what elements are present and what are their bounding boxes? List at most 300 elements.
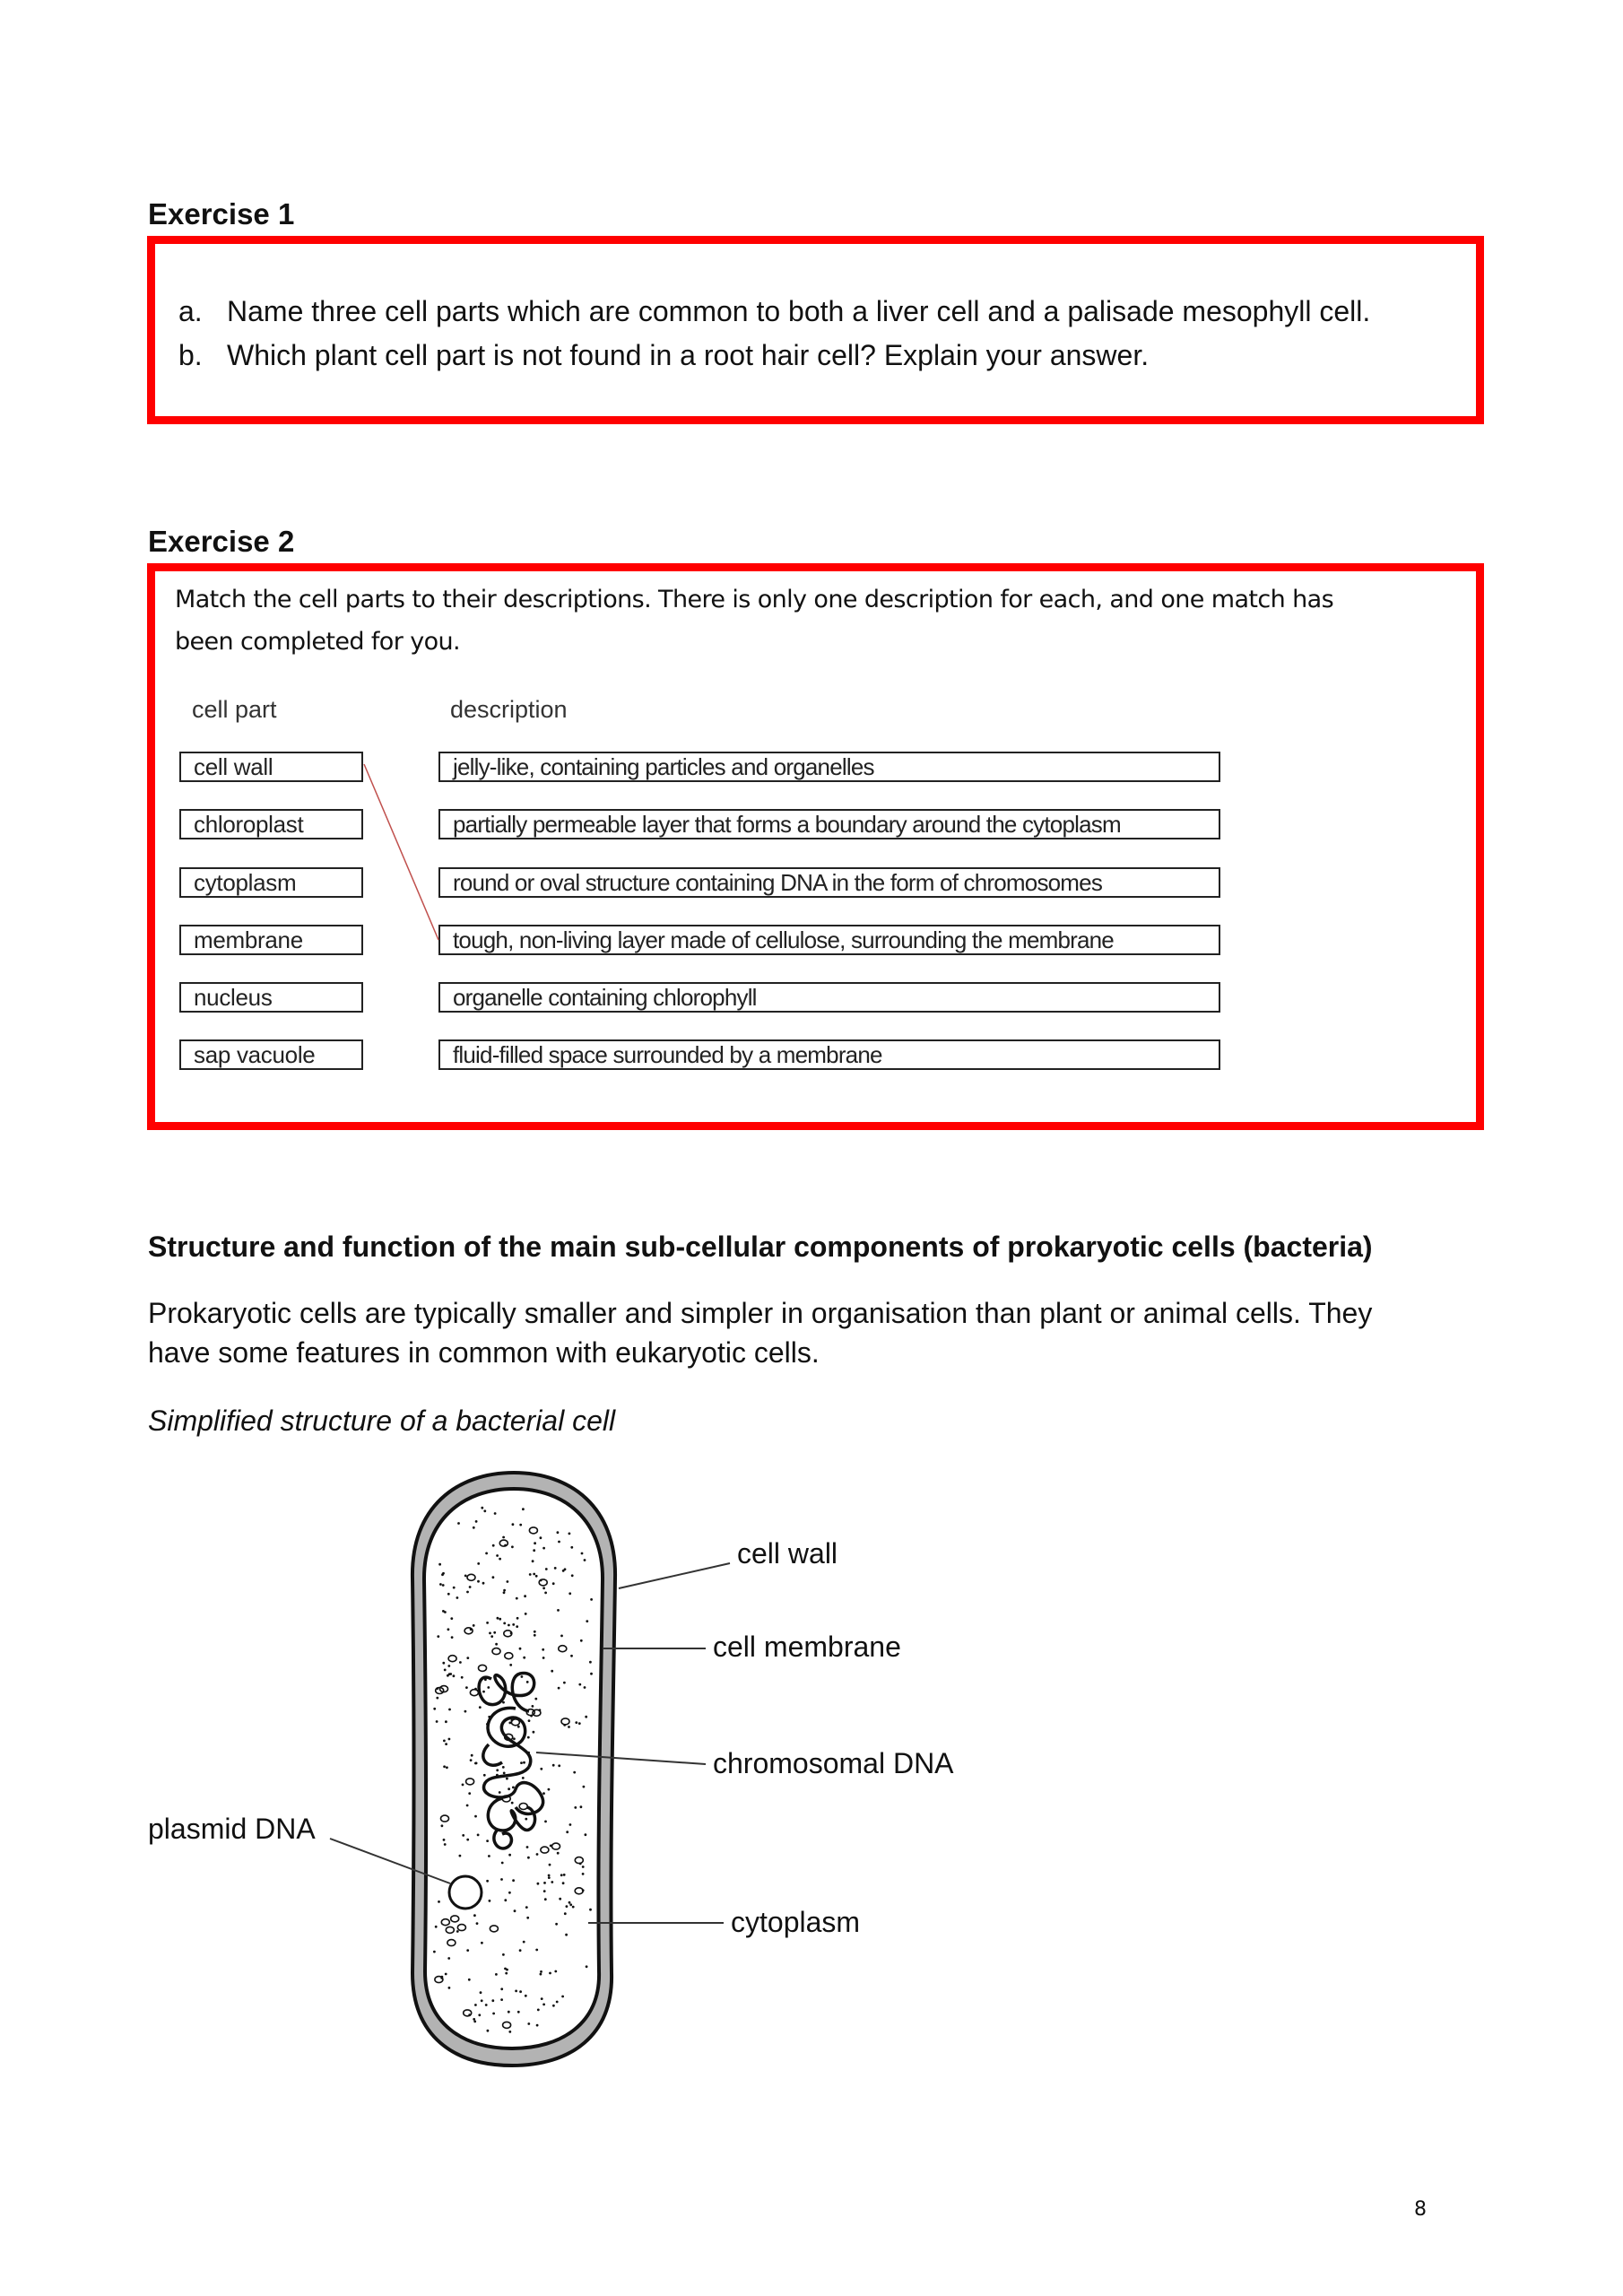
- ribosome-dot: [590, 1598, 593, 1601]
- ribosome-dot: [521, 1675, 524, 1678]
- ribosome-dot: [474, 1688, 477, 1691]
- ribosome-dot: [540, 1768, 542, 1770]
- ribosome-dot: [519, 1949, 522, 1952]
- ribosome-dot: [505, 1972, 508, 1975]
- ribosome-dot: [524, 1595, 526, 1597]
- ribosome-dot: [488, 1855, 490, 1857]
- ribosome-dot: [527, 1736, 530, 1739]
- ribosome-dot: [438, 1563, 441, 1566]
- ribosome-dot: [557, 1852, 560, 1855]
- ribosome-dot: [474, 2004, 477, 2006]
- ribosome-dot: [477, 1834, 480, 1837]
- cell-part-box-cell-wall[interactable]: cell wall: [179, 752, 363, 782]
- ribosome-dot: [548, 1874, 551, 1877]
- ribosome-dot: [578, 1722, 581, 1725]
- ribosome-dot: [494, 1512, 497, 1515]
- ribosome-dot: [532, 1705, 534, 1708]
- ribosome-dot: [447, 1957, 450, 1960]
- ribosome-dot: [485, 1552, 488, 1555]
- ribosome-dot: [511, 1545, 514, 1548]
- ribosome-dot: [453, 1587, 456, 1589]
- ribosome-dot: [560, 1635, 563, 1638]
- ribosome-dot: [523, 1761, 525, 1764]
- ribosome-dot: [442, 1662, 445, 1665]
- ribosome-dot: [492, 1576, 495, 1578]
- ribosome-dot: [504, 1899, 507, 1901]
- ribosome-dot: [482, 1582, 485, 1585]
- ribosome-dot: [520, 1761, 523, 1764]
- ribosome-dot: [552, 1582, 555, 1585]
- leader-line-cell-wall: [619, 1563, 730, 1588]
- ribosome-dot: [486, 1880, 489, 1883]
- ribosome-dot: [536, 2024, 539, 2027]
- ribosome-dot: [525, 1906, 528, 1909]
- ribosome-dot: [582, 1889, 585, 1892]
- page-number: 8: [1414, 2198, 1427, 2221]
- ribosome-dot: [564, 1912, 567, 1915]
- ribosome-dot: [527, 1857, 530, 1859]
- ribosome-dot: [473, 2018, 475, 2021]
- ribosome-dot: [469, 1586, 472, 1588]
- ribosome-dot: [514, 1909, 516, 1912]
- ribosome-dot: [533, 1549, 535, 1552]
- ribosome-dot: [540, 1579, 542, 1582]
- ribosome-dot: [474, 1762, 477, 1765]
- ribosome-dot: [525, 1995, 527, 1997]
- paragraph-line-1: Prokaryotic cells are typically smaller and simpler in organisation than plant or animal cells. They: [148, 1297, 1373, 1329]
- ribosome-dot: [575, 1721, 577, 1724]
- ribosome-dot: [464, 1710, 467, 1713]
- ribosome-dot: [447, 1674, 449, 1677]
- ribosome-dot: [522, 1508, 525, 1510]
- ribosome-dot: [548, 1788, 551, 1791]
- description-box-5[interactable]: organelle containing chlorophyll: [438, 982, 1220, 1013]
- question-b-text: Which plant cell part is not found in a root hair cell? Explain your answer.: [227, 339, 1150, 371]
- description-box-2[interactable]: partially permeable layer that forms a boundary around the cytoplasm: [438, 809, 1220, 839]
- ribosome-dot: [534, 1634, 536, 1637]
- ribosome-dot: [461, 1676, 464, 1679]
- ribosome-dot: [554, 1567, 557, 1570]
- ribosome-dot: [568, 1901, 571, 1904]
- ribosome-dot: [540, 1973, 542, 1976]
- ribosome-dot: [570, 1546, 573, 1549]
- ribosome-dot: [471, 1754, 473, 1757]
- ribosome-dot: [433, 1951, 436, 1953]
- question-b-label: b.: [178, 339, 203, 371]
- ribosome-dot: [519, 1648, 522, 1650]
- ribosome-dot: [561, 1996, 564, 1998]
- ribosome-dot: [564, 1568, 567, 1570]
- ribosome-dot: [445, 1743, 447, 1745]
- ribosome-dot: [549, 1864, 551, 1866]
- ribosome-dot: [534, 1542, 536, 1544]
- ribosome-dot: [517, 2011, 520, 2013]
- ribosome-dot: [503, 1772, 506, 1775]
- ribosome-dot: [497, 1617, 499, 1620]
- ribosome-dot: [540, 1970, 542, 1973]
- ribosome-dot: [584, 1559, 586, 1561]
- ribosome-dot: [487, 1686, 490, 1689]
- ribosome-dot: [483, 1774, 486, 1777]
- ribosome-dot: [508, 1892, 511, 1894]
- ribosome-dot: [445, 1973, 447, 1976]
- ribosome-dot: [565, 1934, 568, 1936]
- ribosome-dot: [559, 1898, 561, 1900]
- ribosome-dot: [508, 1787, 510, 1790]
- ribosome-dot: [550, 1845, 552, 1848]
- ribosome-dot: [542, 1547, 545, 1550]
- ribosome-dot: [503, 1591, 506, 1594]
- ribosome-dot: [475, 1520, 478, 1523]
- ribosome-dot: [535, 1575, 538, 1578]
- label-plasmid-dna: plasmid DNA: [148, 1813, 316, 1845]
- ribosome-dot: [516, 1597, 518, 1600]
- ribosome-dot: [574, 1806, 577, 1809]
- ribosome-dot: [563, 1874, 566, 1876]
- ribosome-dot: [562, 1882, 565, 1884]
- ribosome-dot: [590, 1673, 593, 1675]
- ribosome-dot: [501, 1862, 504, 1865]
- ribosome-dot: [568, 1533, 571, 1535]
- ribosome-dot: [433, 1708, 436, 1710]
- ribosome-dot: [563, 1682, 566, 1684]
- ribosome-dot: [589, 1661, 592, 1664]
- ribosome-dot: [585, 1716, 587, 1718]
- ribosome-dot: [473, 2021, 476, 2023]
- ribosome-dot: [464, 1575, 467, 1578]
- cell-part-box-cytoplasm[interactable]: cytoplasm: [179, 867, 363, 898]
- ribosome-dot: [508, 1854, 511, 1857]
- ribosome-dot: [545, 1568, 548, 1570]
- ribosome-dot: [541, 1997, 543, 2000]
- ribosome-dot: [436, 1687, 438, 1690]
- ribosome-dot: [482, 1691, 485, 1693]
- ribosome-dot: [511, 1719, 514, 1722]
- ribosome-dot: [506, 1778, 508, 1780]
- ribosome-dot: [439, 1583, 442, 1586]
- ribosome-dot: [441, 1824, 444, 1827]
- ribosome-dot: [512, 1879, 515, 1882]
- ribosome-dot: [486, 1839, 489, 1842]
- ribosome-dot: [491, 1999, 494, 2002]
- ribosome-dot: [495, 1643, 498, 1646]
- ribosome-dot: [466, 1839, 469, 1841]
- ribosome-dot: [578, 1683, 581, 1686]
- ribosome-dot: [435, 1926, 438, 1928]
- ribosome-dot: [436, 1697, 438, 1700]
- description-box-4[interactable]: tough, non-living layer made of cellulose, surrounding the membrane: [438, 925, 1220, 955]
- exercise-2-heading: Exercise 2: [148, 525, 295, 558]
- ribosome-dot: [446, 1766, 448, 1769]
- ribosome-dot: [508, 2031, 511, 2033]
- ribosome-dot: [476, 1922, 479, 1925]
- ribosome-dot: [508, 2011, 510, 2013]
- ribosome-dot: [551, 1881, 553, 1883]
- figure-caption: Simplified structure of a bacterial cell: [148, 1405, 616, 1437]
- ribosome-dot: [572, 1906, 575, 1909]
- ribosome-dot: [544, 1592, 547, 1595]
- ribosome-dot: [486, 1622, 489, 1624]
- ribosome-dot: [508, 1624, 510, 1627]
- ribosome-dot: [490, 1635, 493, 1638]
- ribosome-dot: [573, 1771, 576, 1774]
- ribosome-dot: [542, 1587, 545, 1589]
- ribosome-dot: [466, 1805, 469, 1807]
- ribosome-dot: [532, 1560, 534, 1562]
- ribosome-dot: [438, 1900, 440, 1903]
- ribosome-dot: [451, 1636, 454, 1639]
- ribosome-dot: [533, 1731, 535, 1734]
- ribosome-dot: [485, 2004, 488, 2006]
- ribosome-dot: [582, 1866, 585, 1868]
- ribosome-dot: [456, 1930, 459, 1933]
- ribosome-dot: [543, 1890, 546, 1892]
- ribosome-dot: [448, 1738, 451, 1741]
- ribosome-dot: [474, 1815, 477, 1818]
- ribosome-dot: [552, 1764, 555, 1767]
- ribosome-dot: [568, 1726, 570, 1728]
- ribosome-dot: [534, 1698, 537, 1700]
- ribosome-dot: [449, 1673, 452, 1675]
- ribosome-dot: [569, 1823, 572, 1826]
- ribosome-dot: [512, 1787, 515, 1789]
- ribosome-dot: [462, 1784, 464, 1787]
- ribosome-dot: [443, 1740, 446, 1743]
- ribosome-dot: [581, 1552, 584, 1555]
- ribosome-dot: [563, 1724, 566, 1726]
- description-box-3[interactable]: round or oval structure containing DNA in the form of chromosomes: [438, 867, 1220, 898]
- ribosome-dot: [473, 1914, 476, 1917]
- ribosome-dot: [513, 1737, 516, 1740]
- ribosome-dot: [459, 1855, 462, 1857]
- plasmid-dna-shape: [449, 1876, 482, 1909]
- ribosome-dot: [515, 1990, 517, 1993]
- ribosome-dot: [499, 1791, 501, 1794]
- cell-part-box-membrane[interactable]: membrane: [179, 925, 363, 955]
- ribosome-dot: [512, 1523, 515, 1526]
- ribosome-dot: [528, 1719, 531, 1722]
- ribosome-dot: [483, 1509, 486, 1512]
- ribosome-dot: [496, 1769, 499, 1771]
- ribosome-dot: [544, 1898, 547, 1900]
- ribosome-dot: [444, 1669, 447, 1672]
- ribosome-dot: [481, 1507, 483, 1509]
- ribosome-dot: [512, 1623, 515, 1626]
- ribosome-dot: [444, 1611, 447, 1613]
- ribosome-dot: [519, 1990, 522, 1993]
- ribosome-dot: [502, 1536, 505, 1539]
- ribosome-dot: [459, 1661, 462, 1664]
- ribosome-dot: [519, 1524, 522, 1526]
- ribosome-dot: [589, 1909, 592, 1911]
- ribosome-dot: [473, 1624, 475, 1627]
- ribosome-dot: [453, 1674, 456, 1677]
- ribosome-dot: [526, 1681, 529, 1683]
- ribosome-dot: [466, 1591, 469, 1594]
- ribosome-dot: [542, 1657, 545, 1659]
- ribosome-dot: [499, 1618, 501, 1621]
- ribosome-dot: [436, 1720, 438, 1723]
- ribosome-dot: [570, 1655, 573, 1657]
- ribosome-dot: [442, 1584, 445, 1587]
- label-cell-wall: cell wall: [737, 1537, 838, 1570]
- ribosome-dot: [444, 1843, 447, 1846]
- section-heading-prokaryotes: Structure and function of the main sub-cellular components of prokaryotic cells (bacteria): [148, 1231, 1373, 1263]
- ribosome-dot: [499, 1558, 501, 1561]
- ribosome-dot: [480, 1991, 482, 1994]
- ribosome-dot: [549, 1972, 551, 1975]
- ribosome-dot: [557, 1609, 560, 1612]
- ribosome-dot: [568, 1592, 571, 1595]
- cell-part-box-nucleus[interactable]: nucleus: [179, 982, 363, 1013]
- column-header-description: description: [450, 696, 568, 723]
- ribosome-dot: [437, 1635, 439, 1638]
- ribosome-dot: [450, 1617, 453, 1620]
- ribosome-dot: [556, 2001, 559, 2004]
- ribosome-dot: [551, 1670, 553, 1673]
- ribosome-dot: [457, 1522, 460, 1525]
- ribosome-dot: [543, 1882, 546, 1884]
- description-box-1[interactable]: jelly-like, containing particles and organelles: [438, 752, 1220, 782]
- ribosome-dot: [500, 1998, 503, 2001]
- ribosome-dot: [583, 1786, 586, 1788]
- ribosome-dot: [470, 1759, 473, 1761]
- ribosome-dot: [566, 1831, 568, 1833]
- ribosome-dot: [465, 1686, 468, 1689]
- label-chromosomal-dna: chromosomal DNA: [713, 1747, 954, 1779]
- ribosome-dot: [502, 1953, 505, 1956]
- ribosome-dot: [544, 1821, 547, 1823]
- ribosome-dot: [479, 1706, 482, 1709]
- label-cytoplasm: cytoplasm: [731, 1906, 861, 1938]
- ribosome-dot: [466, 1657, 469, 1659]
- ribosome-dot: [554, 1970, 557, 1973]
- ribosome-dot: [441, 1573, 444, 1576]
- ribosome-dot: [481, 1999, 483, 2002]
- ribosome-dot: [487, 2030, 490, 2032]
- ribosome-dot: [557, 1531, 560, 1534]
- ribosome-dot: [558, 1541, 560, 1544]
- ribosome-dot: [540, 1536, 542, 1539]
- ribosome-dot: [481, 1942, 483, 1944]
- cell-part-box-chloroplast[interactable]: chloroplast: [179, 809, 363, 839]
- ribosome-dot: [535, 1949, 538, 1952]
- ribosome-dot: [555, 1923, 558, 1926]
- ribosome-dot: [503, 1622, 506, 1625]
- label-cell-membrane: cell membrane: [713, 1631, 901, 1663]
- ribosome-dot: [447, 1665, 450, 1667]
- ribosome-dot: [503, 1589, 506, 1592]
- ribosome-dot: [571, 1574, 574, 1577]
- ribosome-dot: [448, 1709, 451, 1711]
- ribosome-dot: [569, 1903, 572, 1906]
- ribosome-dot: [534, 1631, 536, 1633]
- ribosome-dot: [526, 1917, 529, 1919]
- ribosome-dot: [542, 1648, 544, 1651]
- ribosome-dot: [492, 2013, 495, 2015]
- ribosome-dot: [516, 1625, 518, 1628]
- ribosome-dot: [456, 1596, 459, 1599]
- ribosome-dot: [542, 2004, 545, 2006]
- ribosome-dot: [526, 1846, 529, 1848]
- ribosome-dot: [509, 1664, 512, 1666]
- ribosome-dot: [558, 1687, 560, 1690]
- ribosome-dot: [523, 1657, 525, 1659]
- ribosome-dot: [517, 1726, 520, 1728]
- instruction-line-2: been completed for you.: [175, 628, 460, 656]
- ribosome-dot: [489, 1900, 491, 1902]
- ribosome-dot: [566, 1905, 568, 1908]
- ribosome-dot: [507, 1580, 509, 1583]
- paragraph-line-2: have some features in common with eukaryotic cells.: [148, 1336, 820, 1369]
- ribosome-dot: [478, 2013, 481, 2016]
- ribosome-dot: [525, 1613, 527, 1615]
- ribosome-dot: [586, 1620, 588, 1622]
- ribosome-dot: [560, 1874, 563, 1876]
- ribosome-dot: [448, 1987, 451, 1989]
- ribosome-dot: [443, 1839, 446, 1841]
- question-a-label: a.: [178, 295, 203, 327]
- ribosome-dot: [466, 1949, 469, 1952]
- ribosome-dot: [516, 1617, 519, 1620]
- ribosome-dot: [533, 1573, 535, 1576]
- question-a-text: Name three cell parts which are common to both a liver cell and a palisade mesophyll cell.: [227, 295, 1371, 327]
- ribosome-dot: [536, 1853, 539, 1856]
- ribosome-dot: [492, 1544, 495, 1547]
- ribosome-dot: [558, 1764, 560, 1767]
- ribosome-dot: [502, 1766, 505, 1769]
- ribosome-dot: [580, 1639, 583, 1642]
- ribosome-dot: [585, 1833, 587, 1836]
- ribosome-dot: [477, 1562, 480, 1565]
- ribosome-dot: [527, 2022, 530, 2025]
- ribosome-dot: [477, 1580, 480, 1583]
- ribosome-dot: [473, 1526, 475, 1529]
- ribosome-dot: [445, 1720, 447, 1723]
- ribosome-dot: [542, 1792, 545, 1795]
- ribosome-dot: [493, 1631, 496, 1634]
- ribosome-dot: [489, 1632, 491, 1635]
- cell-membrane-shape: [424, 1489, 603, 2048]
- ribosome-dot: [537, 1883, 540, 1885]
- ribosome-dot: [468, 1979, 471, 1981]
- ribosome-dot: [537, 2009, 540, 2012]
- ribosome-dot: [506, 1969, 508, 1971]
- exercise-1-heading: Exercise 1: [148, 197, 295, 230]
- ribosome-dot: [496, 1554, 499, 1557]
- cell-part-box-sap-vacuole[interactable]: sap vacuole: [179, 1039, 363, 1070]
- ribosome-dot: [447, 1593, 450, 1596]
- ribosome-dot: [443, 1765, 446, 1768]
- ribosome-dot: [522, 1777, 525, 1779]
- ribosome-dot: [468, 1792, 471, 1795]
- ribosome-dot: [495, 1973, 498, 1976]
- ribosome-dot: [525, 1818, 527, 1821]
- ribosome-dot: [500, 1878, 503, 1881]
- ribosome-dot: [582, 1873, 585, 1875]
- ribosome-dot: [447, 1628, 450, 1631]
- ribosome-dot: [462, 1834, 464, 1837]
- ribosome-dot: [511, 1802, 514, 1805]
- ribosome-dot: [523, 1941, 525, 1944]
- ribosome-dot: [580, 1805, 583, 1808]
- ribosome-dot: [500, 1987, 503, 1990]
- column-header-cell-part: cell part: [192, 696, 277, 723]
- ribosome-dot: [586, 1965, 588, 1968]
- ribosome-dot: [584, 1686, 586, 1689]
- description-box-6[interactable]: fluid-filled space surrounded by a membrane: [438, 1039, 1220, 1070]
- ribosome-dot: [552, 2005, 555, 2007]
